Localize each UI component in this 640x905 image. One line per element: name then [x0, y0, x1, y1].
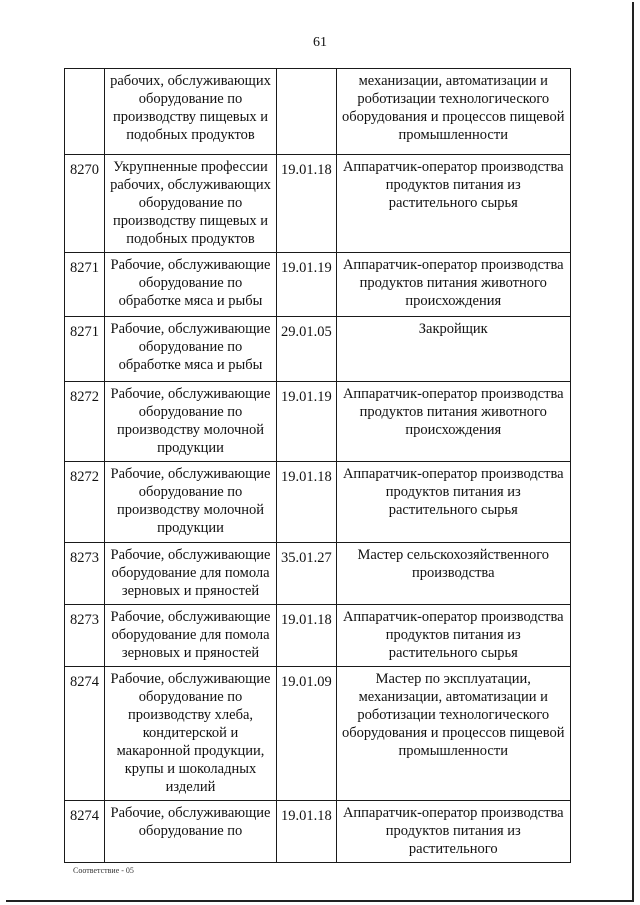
specialty-code-cell: 19.01.18	[277, 462, 337, 543]
table-row	[65, 605, 571, 667]
table-row	[65, 667, 571, 801]
occupation-code-cell: 8273	[65, 543, 105, 605]
occupation-group-cell: Рабочие, обслуживающие оборудование для помола зерновых и пряностей	[105, 543, 277, 605]
qualification-cell: Аппаратчик-оператор производства продуктов питания из растительного	[336, 801, 570, 863]
specialty-code-cell: 19.01.18	[277, 605, 337, 667]
table-row	[65, 253, 571, 317]
occupation-code-cell: 8273	[65, 605, 105, 667]
occupation-code-cell: 8274	[65, 801, 105, 863]
occupation-code-cell: 8274	[65, 667, 105, 801]
occupation-code-cell: 8271	[65, 253, 105, 317]
table-row	[65, 543, 571, 605]
occupation-group-cell: Рабочие, обслуживающие оборудование по производству молочной продукции	[105, 382, 277, 462]
qualification-cell: Закройщик	[336, 317, 570, 382]
occupation-group-cell: Рабочие, обслуживающие оборудование по производству молочной продукции	[105, 462, 277, 543]
specialty-code-cell: 19.01.18	[277, 801, 337, 863]
specialty-code-cell	[277, 69, 337, 155]
table-row	[65, 801, 571, 863]
occupation-code-cell	[65, 69, 105, 155]
occupation-code-cell: 8272	[65, 382, 105, 462]
qualification-cell: Аппаратчик-оператор производства продуктов питания из растительного сырья	[336, 155, 570, 253]
page-number: 61	[313, 35, 327, 50]
specialty-code-cell: 19.01.18	[277, 155, 337, 253]
occupation-group-cell: рабочих, обслуживающих оборудование по производству пищевых и подобных продуктов	[105, 69, 277, 155]
classification-table	[64, 68, 571, 863]
specialty-code-cell: 29.01.05	[277, 317, 337, 382]
occupation-group-cell: Рабочие, обслуживающие оборудование по производству хлеба, кондитерской и макаронной продукции, крупы и шоколадных изделий	[105, 667, 277, 801]
table-row	[65, 462, 571, 543]
occupation-code-cell: 8270	[65, 155, 105, 253]
occupation-group-cell: Укрупненные профессии рабочих, обслуживающих оборудование по производству пищевых и подобных продуктов	[105, 155, 277, 253]
occupation-group-cell: Рабочие, обслуживающие оборудование по	[105, 801, 277, 863]
qualification-cell: Аппаратчик-оператор производства продуктов питания животного происхождения	[336, 253, 570, 317]
occupation-group-cell: Рабочие, обслуживающие оборудование по обработке мяса и рыбы	[105, 317, 277, 382]
table-row	[65, 382, 571, 462]
table-row	[65, 155, 571, 253]
footer-note: Соответствие - 05	[73, 866, 134, 875]
occupation-code-cell: 8272	[65, 462, 105, 543]
specialty-code-cell: 19.01.19	[277, 382, 337, 462]
table-row	[65, 317, 571, 382]
specialty-code-cell: 35.01.27	[277, 543, 337, 605]
qualification-cell: Мастер по эксплуатации, механизации, автоматизации и роботизации технологического оборудования и процессов пищевой промышленности	[336, 667, 570, 801]
specialty-code-cell: 19.01.09	[277, 667, 337, 801]
table-row	[65, 69, 571, 155]
qualification-cell: Мастер сельскохозяйственного производства	[336, 543, 570, 605]
occupation-group-cell: Рабочие, обслуживающие оборудование по обработке мяса и рыбы	[105, 253, 277, 317]
occupation-code-cell: 8271	[65, 317, 105, 382]
qualification-cell: Аппаратчик-оператор производства продуктов питания животного происхождения	[336, 382, 570, 462]
occupation-group-cell: Рабочие, обслуживающие оборудование для помола зерновых и пряностей	[105, 605, 277, 667]
qualification-cell: механизации, автоматизации и роботизации технологического оборудования и процессов пищевой промышленности	[336, 69, 570, 155]
specialty-code-cell: 19.01.19	[277, 253, 337, 317]
qualification-cell: Аппаратчик-оператор производства продуктов питания из растительного сырья	[336, 605, 570, 667]
qualification-cell: Аппаратчик-оператор производства продуктов питания из растительного сырья	[336, 462, 570, 543]
